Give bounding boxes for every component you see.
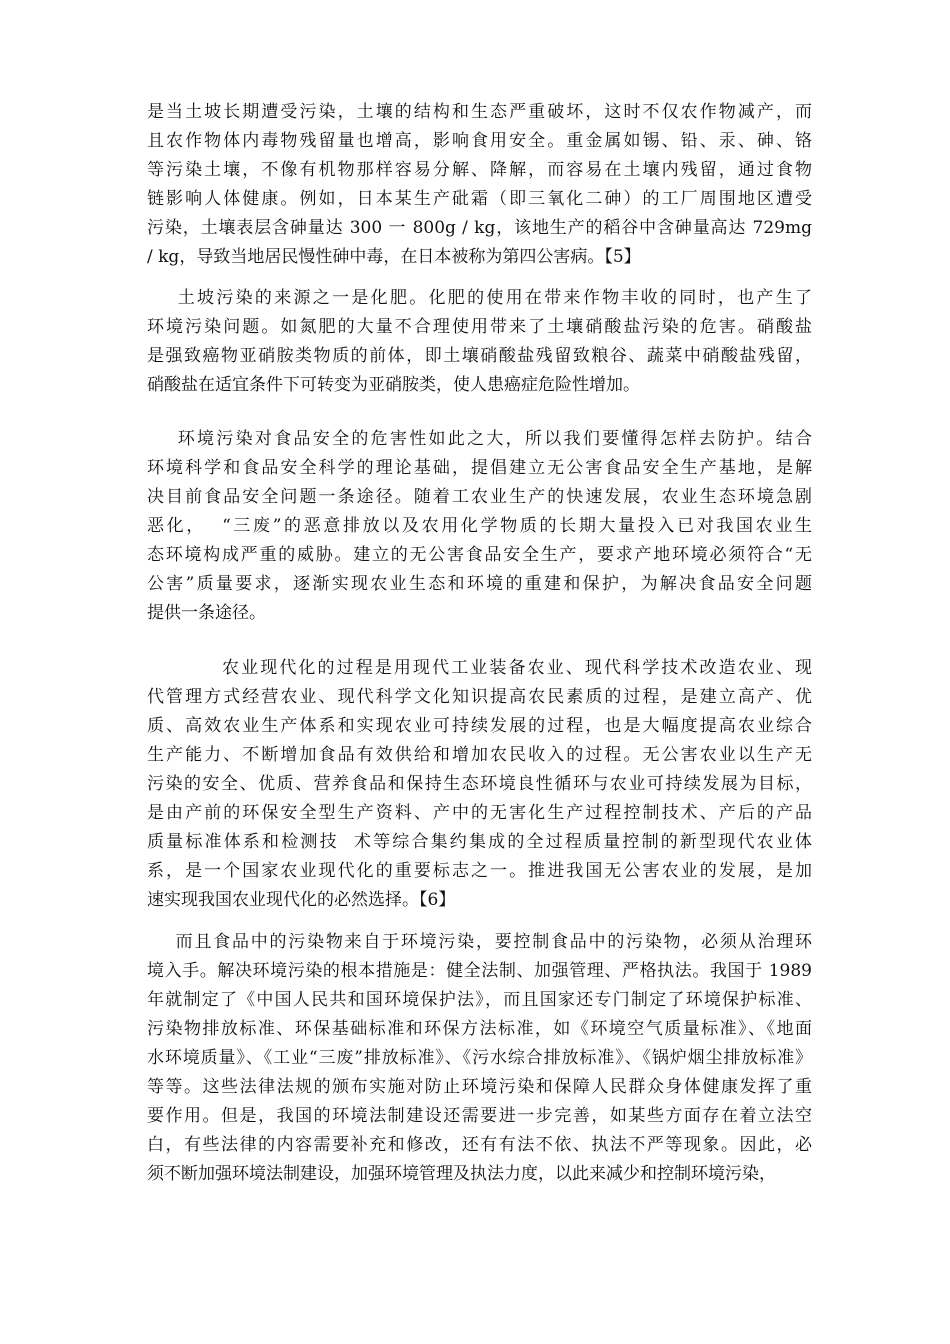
text-line: 是当土坡长期遭受污染，土壤的结构和生态严重破坏，这时不仅农作物减产，而 xyxy=(147,102,812,122)
text-line: 提供一条途径。 xyxy=(147,603,266,623)
text-line: 公害”质量要求，逐渐实现农业生态和环境的重建和保护，为解决食品安全问题 xyxy=(147,574,812,594)
text-line: 质量标准体系和检测技 术等综合集约集成的全过程质量控制的新型现代农业体 xyxy=(147,832,812,852)
paragraph-food-safety-protection xyxy=(147,425,812,628)
text-line: 环境污染对食品安全的危害性如此之大，所以我们要懂得怎样去防护。结合 xyxy=(147,429,812,449)
text-line: 农业现代化的过程是用现代工业装备农业、现代科学技术改造农业、现 xyxy=(147,658,812,678)
text-line: 链影响人体健康。例如，日本某生产砒霜（即三氧化二砷）的工厂周围地区遭受 xyxy=(147,189,812,209)
paragraph-environmental-law xyxy=(147,928,812,1189)
text-line: 白，有些法律的内容需要补充和修改，还有有法不依、执法不严等现象。因此，必 xyxy=(147,1135,812,1155)
text-line: 速实现我国农业现代化的必然选择。【6】 xyxy=(147,890,456,910)
text-line: 污染物排放标准、环保基础标准和环保方法标准，如《环境空气质量标准》、《地面 xyxy=(147,1019,812,1039)
text-line: 等等。这些法律法规的颁布实施对防止环境污染和保障人民群众身体健康发挥了重 xyxy=(147,1077,812,1097)
text-line: 是强致癌物亚硝胺类物质的前体，即土壤硝酸盐残留致粮谷、蔬菜中硝酸盐残留， xyxy=(147,346,812,366)
text-line: 生产能力、不断增加食品有效供给和增加农民收入的过程。无公害农业以生产无 xyxy=(147,745,812,765)
text-line: 环境污染问题。如氮肥的大量不合理使用带来了土壤硝酸盐污染的危害。硝酸盐 xyxy=(147,317,812,337)
text-line: 污染的安全、优质、营养食品和保持生态环境良性循环与农业可持续发展为目标， xyxy=(147,774,812,794)
text-line: 且农作物体内毒物残留量也增高，影响食用安全。重金属如锡、铅、汞、砷、铬 xyxy=(147,131,812,151)
text-line: 须不断加强环境法制建设，加强环境管理及执法力度，以此来减少和控制环境污染， xyxy=(147,1164,776,1184)
text-line: / kg，导致当地居民慢性砷中毒，在日本被称为第四公害病。【5】 xyxy=(147,247,641,267)
text-line: 质、高效农业生产体系和实现农业可持续发展的过程，也是大幅度提高农业综合 xyxy=(147,716,812,736)
text-line: 要作用。但是，我国的环境法制建设还需要进一步完善，如某些方面存在着立法空 xyxy=(147,1106,812,1126)
text-line: 水环境质量》、《工业“三废”排放标准》、《污水综合排放标准》、《锅炉烟尘排放标准》 xyxy=(147,1048,812,1068)
text-line: 硝酸盐在适宜条件下可转变为亚硝胺类，使人患癌症危险性增加。 xyxy=(147,375,640,395)
text-line: 系，是一个国家农业现代化的重要标志之一。推进我国无公害农业的发展，是加 xyxy=(147,861,812,881)
paragraph-fertilizer-pollution xyxy=(147,284,812,400)
paragraph-soil-heavy-metal xyxy=(147,98,812,272)
text-line: 是由产前的环保安全型生产资料、产中的无害化生产过程控制技术、产后的产品 xyxy=(147,803,812,823)
text-line: 等污染土壤，不像有机物那样容易分解、降解，而容易在土壤内残留，通过食物 xyxy=(147,160,812,180)
text-line: 代管理方式经营农业、现代科学文化知识提高农民素质的过程，是建立高产、优 xyxy=(147,687,812,707)
text-line: 土坡污染的来源之一是化肥。化肥的使用在带来作物丰收的同时，也产生了 xyxy=(147,288,812,308)
text-line: 污染，土壤表层含砷量达 300 一 800g / kg，该地生产的稻谷中含砷量高达 729mg xyxy=(147,218,812,238)
text-line: 环境科学和食品安全科学的理论基础，提倡建立无公害食品安全生产基地，是解 xyxy=(147,458,812,478)
text-line: 境入手。解决环境污染的根本措施是：健全法制、加强管理、严格执法。我国于 1989 xyxy=(147,961,812,981)
text-line: 决目前食品安全问题一条途径。随着工农业生产的快速发展，农业生态环境急剧 xyxy=(147,487,812,507)
text-line: 年就制定了《中国人民共和国环境保护法》，而且国家还专门制定了环境保护标准、 xyxy=(147,990,812,1010)
text-line: 恶化， “三废”的恶意排放以及农用化学物质的长期大量投入已对我国农业生 xyxy=(147,516,812,536)
text-line: 而且食品中的污染物来自于环境污染，要控制食品中的污染物，必须从治理环 xyxy=(147,932,812,952)
text-line: 态环境构成严重的威胁。建立的无公害食品安全生产，要求产地环境必须符合“无 xyxy=(147,545,812,565)
paragraph-agricultural-modernization xyxy=(147,654,812,915)
